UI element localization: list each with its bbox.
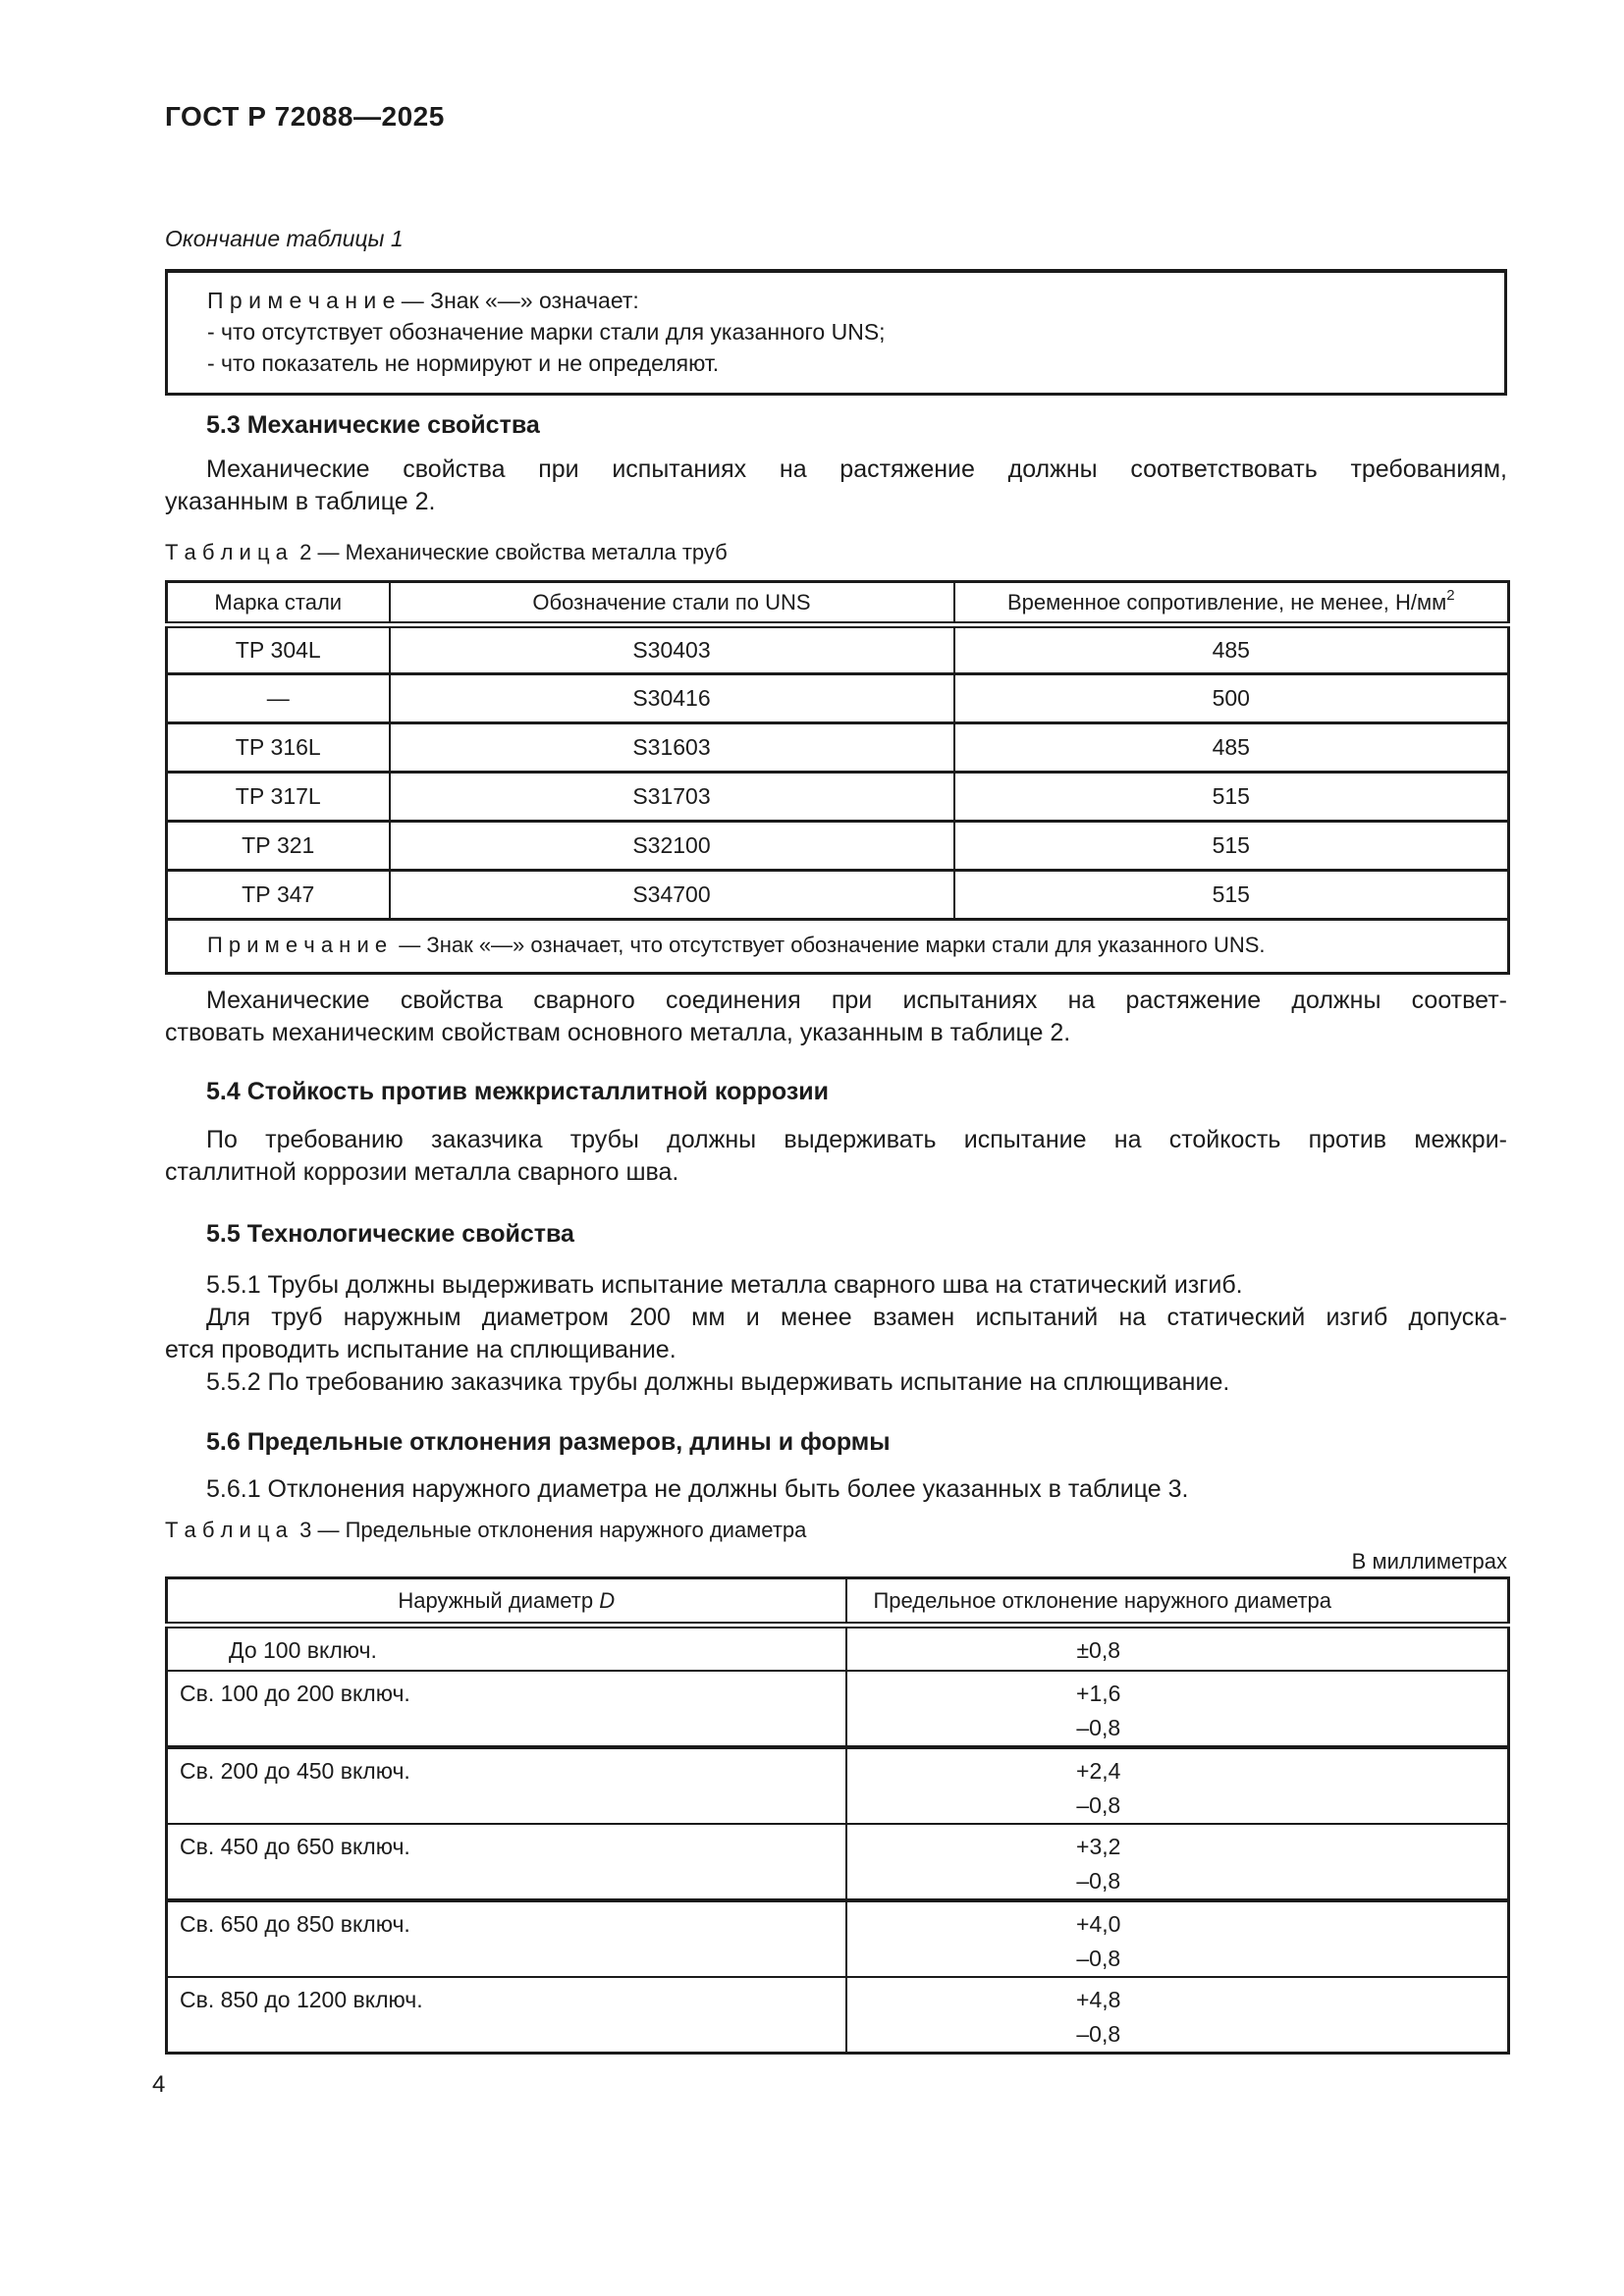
table-row	[167, 773, 1509, 822]
table3-col1-header-text: Наружный диаметр	[398, 1587, 600, 1613]
table-row	[167, 822, 1509, 871]
table3-caption: Т а б л и ц а 3 — Предельные отклонения наружного диаметра	[165, 1518, 807, 1542]
table-cell: ТР 317L	[167, 773, 390, 822]
table-cell: S34700	[390, 871, 954, 920]
table-cell: S30403	[390, 625, 954, 674]
text-line: сталлитной коррозии металла сварного шва.	[165, 1158, 679, 1186]
table-cell: 485	[954, 723, 1509, 773]
table-cell: ТР 347	[167, 871, 390, 920]
text-line: - что показатель не нормируют и не определяют.	[207, 350, 720, 376]
table-cell: Св. 450 до 650 включ.	[167, 1824, 846, 1900]
table2-col2-header: Обозначение стали по UNS	[390, 582, 954, 625]
text-line: 5.6.1 Отклонения наружного диаметра не должны быть более указанных в таблице 3.	[206, 1475, 1189, 1503]
table-cell: 515	[954, 822, 1509, 871]
table-row	[167, 625, 1509, 674]
table2-caption: Т а б л и ц а 2 — Механические свойства металла труб	[165, 540, 728, 564]
table-row	[167, 1824, 1509, 1900]
table-cell: S31703	[390, 773, 954, 822]
table-cell	[846, 1824, 1509, 1900]
table-cell	[846, 1977, 1509, 2054]
units-note: В миллиметрах	[1351, 1549, 1507, 1574]
doc-number: ГОСТ Р 72088—2025	[165, 101, 445, 132]
table-row	[167, 674, 1509, 723]
table-row	[167, 1747, 1509, 1824]
table-cell	[846, 1900, 1509, 1977]
table-row	[167, 871, 1509, 920]
table-cell	[846, 1671, 1509, 1747]
table-cell: S32100	[390, 822, 954, 871]
table2-col3-header-sup: 2	[1446, 587, 1455, 605]
table-cell: Св. 100 до 200 включ.	[167, 1671, 846, 1747]
text-line: По требованию заказчика трубы должны выдерживать испытание на стойкость против межкри-	[206, 1126, 1507, 1153]
table-cell: ±0,8	[846, 1626, 1509, 1671]
table3-col1-header-var: D	[599, 1587, 616, 1613]
table-cell: —	[167, 674, 390, 723]
cell-line: +2,4	[1076, 1757, 1121, 1784]
table1-note-box	[165, 269, 1507, 396]
table-cell: 515	[954, 773, 1509, 822]
table-row	[167, 920, 1509, 974]
table2	[165, 580, 1510, 975]
cell-line: –0,8	[1076, 1714, 1121, 1740]
table-cell: П р и м е ч а н и е — Знак «—» означает, что отсутствует обозначение марки стали для указанного UNS.	[167, 920, 1509, 974]
cell-line: +4,0	[1076, 1910, 1121, 1937]
table-cell: Св. 650 до 850 включ.	[167, 1900, 846, 1977]
text-line: Механические свойства при испытаниях на растяжение должны соответствовать требованиям,	[206, 455, 1507, 483]
table3	[165, 1576, 1510, 2055]
table-cell: До 100 включ.	[167, 1626, 846, 1671]
page-number: 4	[152, 2071, 166, 2098]
text-line: ется проводить испытание на сплющивание.	[165, 1336, 677, 1363]
cell-line: –0,8	[1076, 1791, 1121, 1818]
table-row	[167, 1626, 1509, 1671]
table2-col1-header: Марка стали	[167, 582, 390, 625]
table-cell	[846, 1747, 1509, 1824]
table-cell: Св. 200 до 450 включ.	[167, 1747, 846, 1824]
table3-body	[167, 1626, 1509, 2054]
table-cell: 485	[954, 625, 1509, 674]
table-row	[167, 582, 1509, 625]
table-row	[167, 1578, 1509, 1626]
section-5-6-heading: 5.6 Предельные отклонения размеров, длины и формы	[206, 1428, 891, 1456]
cell-line: –0,8	[1076, 1867, 1121, 1894]
cell-line: +1,6	[1076, 1680, 1121, 1706]
table-cell: S30416	[390, 674, 954, 723]
section-5-3-paragraph	[165, 454, 1507, 518]
section-5-5-paragraph	[165, 1269, 1507, 1399]
table-row	[167, 1977, 1509, 2054]
table3-col1-header	[167, 1578, 846, 1626]
text-line: П р и м е ч а н и е — Знак «—» означает:	[207, 288, 639, 313]
cell-line: –0,8	[1076, 1945, 1121, 1971]
table2-col3-header-text: Временное сопротивление, не менее, Н/мм	[1006, 589, 1447, 614]
text-line: указанным в таблице 2.	[165, 488, 436, 515]
table2-body	[167, 625, 1509, 974]
text-line: - что отсутствует обозначение марки стали для указанного UNS;	[207, 319, 886, 345]
table-cell: ТР 321	[167, 822, 390, 871]
table1-continuation-label: Окончание таблицы 1	[165, 226, 404, 251]
cell-line: –0,8	[1076, 2020, 1121, 2047]
table-row	[167, 723, 1509, 773]
text-line: Механические свойства сварного соединения при испытаниях на растяжение должны соответ-	[206, 987, 1507, 1014]
table-cell: ТР 316L	[167, 723, 390, 773]
text-line: Для труб наружным диаметром 200 мм и менее взамен испытаний на статический изгиб допуска-	[206, 1304, 1507, 1331]
section-5-5-heading: 5.5 Технологические свойства	[206, 1220, 574, 1248]
table3-header	[167, 1578, 1509, 1626]
table-cell: 500	[954, 674, 1509, 723]
section-5-4-paragraph	[165, 1124, 1507, 1189]
section-5-6-paragraph	[165, 1473, 1507, 1506]
after-table2-paragraph	[165, 985, 1507, 1049]
table-cell: ТР 304L	[167, 625, 390, 674]
table-row	[167, 1900, 1509, 1977]
table3-col2-header: Предельное отклонение наружного диаметра	[846, 1578, 1509, 1626]
table2-header	[167, 582, 1509, 625]
table-cell: S31603	[390, 723, 954, 773]
table-cell: Св. 850 до 1200 включ.	[167, 1977, 846, 2054]
text-line: 5.5.1 Трубы должны выдерживать испытание металла сварного шва на статический изгиб.	[206, 1271, 1243, 1299]
section-5-4-heading: 5.4 Стойкость против межкристаллитной коррозии	[206, 1078, 829, 1105]
table-cell: 515	[954, 871, 1509, 920]
text-line: 5.5.2 По требованию заказчика трубы должны выдерживать испытание на сплющивание.	[206, 1368, 1230, 1396]
section-5-3-heading: 5.3 Механические свойства	[206, 411, 540, 439]
table-row	[167, 1671, 1509, 1747]
cell-line: +3,2	[1076, 1833, 1121, 1859]
text-line: ствовать механическим свойствам основного металла, указанным в таблице 2.	[165, 1019, 1071, 1046]
cell-line: +4,8	[1076, 1986, 1121, 2012]
table2-col3-header	[954, 582, 1509, 625]
